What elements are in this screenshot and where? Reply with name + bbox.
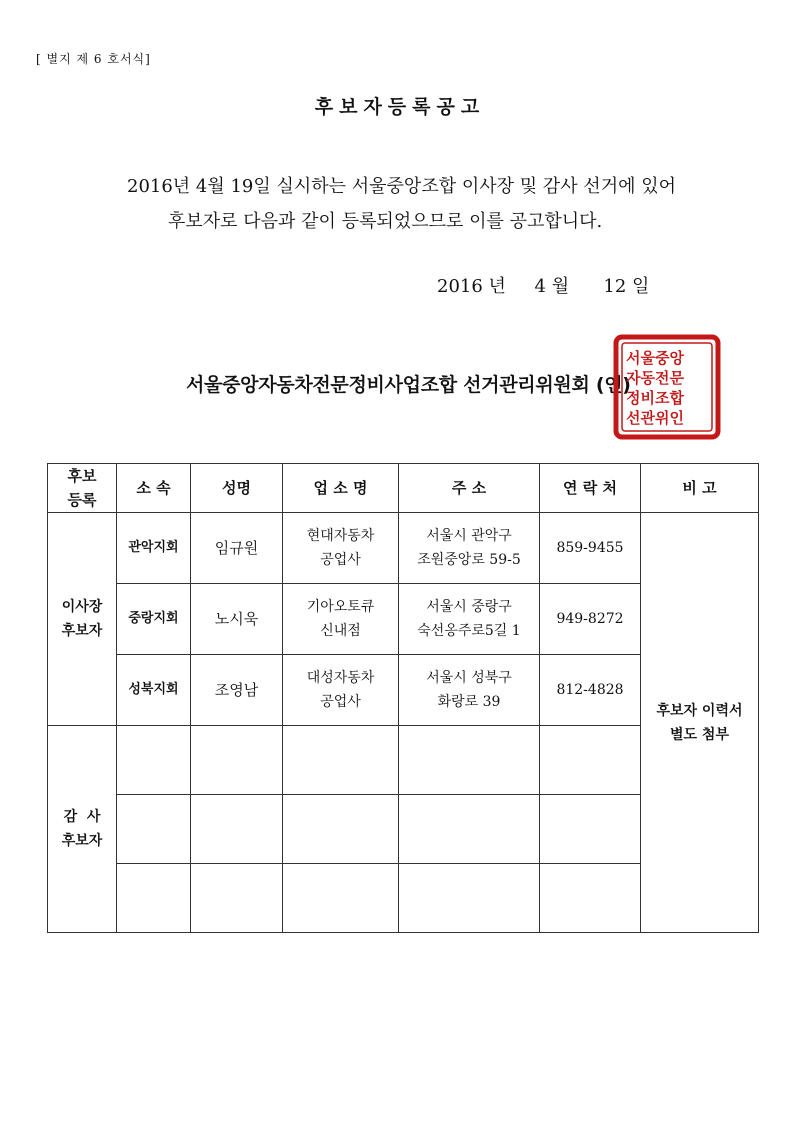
header-remarks: 비 고 (641, 464, 759, 513)
seal-glyph-3: 정비조합 (626, 389, 684, 407)
empty-cell (540, 795, 641, 864)
empty-cell (399, 795, 540, 864)
header-register: 후보 등록 (48, 464, 117, 513)
empty-cell (191, 726, 283, 795)
notice-date: 2016 년 4 월 12 일 (437, 276, 650, 297)
empty-cell (540, 864, 641, 933)
chairman-candidate-label: 이사장 후보자 (48, 513, 117, 726)
contact-cell: 949-8272 (540, 584, 641, 655)
name-cell: 조영남 (191, 655, 283, 726)
empty-cell (117, 864, 191, 933)
organization-name (186, 370, 631, 397)
business-cell: 기아오토큐 신내점 (283, 584, 399, 655)
remarks-cell: 후보자 이력서 별도 첨부 (641, 513, 759, 933)
table-row (48, 513, 759, 584)
empty-cell (191, 795, 283, 864)
notice-body-line-2: 후보자로 다음과 같이 등록되었으므로 이를 공고합니다. (168, 211, 603, 232)
empty-cell (117, 726, 191, 795)
official-seal-stamp (612, 333, 722, 441)
header-address: 주 소 (399, 464, 540, 513)
affiliation-cell: 성북지회 (117, 655, 191, 726)
name-cell: 임규원 (191, 513, 283, 584)
table-header-row (48, 464, 759, 513)
header-affiliation: 소 속 (117, 464, 191, 513)
empty-cell (399, 864, 540, 933)
seal-glyph-1: 서울중앙 (626, 349, 684, 367)
address-cell: 서울시 중랑구 숙선옹주로5길 1 (399, 584, 540, 655)
seal-mark: (인) (595, 374, 631, 396)
seal-glyph-2: 자동전문 (626, 369, 684, 387)
header-contact: 연 락 처 (540, 464, 641, 513)
business-cell: 현대자동차 공업사 (283, 513, 399, 584)
contact-cell: 812-4828 (540, 655, 641, 726)
notice-title: 후보자등록공고 (314, 96, 486, 118)
header-business: 업 소 명 (283, 464, 399, 513)
contact-cell: 859-9455 (540, 513, 641, 584)
empty-cell (117, 795, 191, 864)
affiliation-cell: 관악지회 (117, 513, 191, 584)
empty-cell (283, 726, 399, 795)
empty-cell (283, 795, 399, 864)
empty-cell (399, 726, 540, 795)
business-cell: 대성자동차 공업사 (283, 655, 399, 726)
empty-cell (283, 864, 399, 933)
auditor-candidate-label: 감 사 후보자 (48, 726, 117, 933)
seal-glyph-4: 선관위인 (626, 409, 684, 427)
address-cell: 서울시 성북구 화랑로 39 (399, 655, 540, 726)
form-number: [ 별지 제 6 호서식] (36, 52, 151, 66)
name-cell: 노시욱 (191, 584, 283, 655)
affiliation-cell: 중랑지회 (117, 584, 191, 655)
organization-label: 서울중앙자동차전문정비사업조합 선거관리위원회 (186, 374, 590, 396)
header-name: 성명 (191, 464, 283, 513)
notice-body-line-1: 2016년 4월 19일 실시하는 서울중앙조합 이사장 및 감사 선거에 있어 (127, 176, 676, 197)
candidate-registration-table (47, 463, 759, 933)
empty-cell (540, 726, 641, 795)
empty-cell (191, 864, 283, 933)
address-cell: 서울시 관악구 조원중앙로 59-5 (399, 513, 540, 584)
